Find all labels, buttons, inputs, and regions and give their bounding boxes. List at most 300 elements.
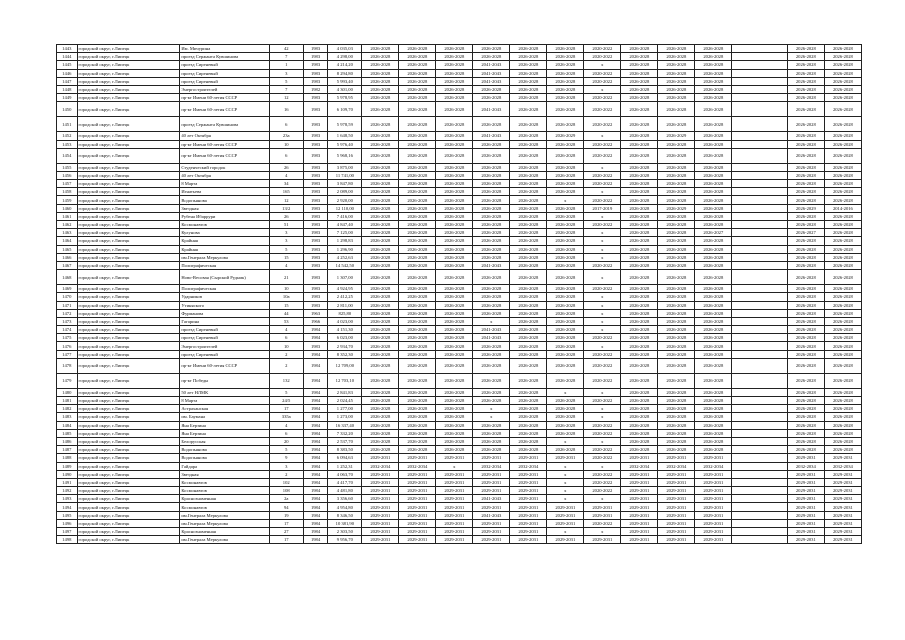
cell-area: 10 381,90 (328, 519, 362, 527)
cell-municipality: городской округ, г.Липецк (77, 495, 180, 503)
cell-term-8: 2026-2028 (621, 53, 658, 61)
cell-term-8: 2026-2028 (621, 373, 658, 388)
housing-register-table (56, 44, 862, 544)
cell-street: Утиняского (180, 301, 269, 309)
cell-term-12: 2026-2028 (824, 437, 861, 445)
cell-build-year: 1984 (303, 388, 328, 396)
cell-term-12: 2026-2028 (824, 421, 861, 429)
cell-term-2: 2026-2028 (399, 270, 436, 285)
cell-term-8: 2026-2028 (621, 212, 658, 220)
cell-row-number: 1468 (57, 270, 78, 285)
cell-blank (732, 94, 788, 102)
cell-area: 5 976,40 (328, 140, 362, 148)
cell-term-9: 2026-2028 (658, 85, 695, 93)
cell-blank (732, 528, 788, 536)
cell-house-number: 5 (269, 245, 303, 253)
cell-term-6: 2026-2028 (547, 180, 584, 188)
cell-term-3: 2029-2031 (436, 487, 473, 495)
cell-term-4: 2029-2031 (473, 503, 510, 511)
cell-term-6: x (547, 437, 584, 445)
cell-street: Игнатьева (180, 188, 269, 196)
cell-term-11: 2026-2028 (787, 373, 824, 388)
cell-area: 3 875,00 (328, 163, 362, 171)
cell-term-6: 2026-2028 (547, 221, 584, 229)
cell-term-5: 2026-2028 (510, 309, 547, 317)
cell-term-9: 2026-2028 (658, 53, 695, 61)
cell-term-5: 2026-2028 (510, 301, 547, 309)
cell-term-3: 2026-2028 (436, 446, 473, 454)
cell-blank (732, 413, 788, 421)
cell-municipality: городской округ, г.Липецк (77, 470, 180, 478)
cell-term-1: 2026-2028 (362, 405, 399, 413)
cell-term-5: 2029-2031 (510, 511, 547, 519)
cell-term-12: 2029-2031 (824, 454, 861, 462)
cell-street: проезд Сержанта Кувшинова (180, 117, 269, 132)
cell-term-10: 2026-2028 (695, 77, 732, 85)
cell-term-9: 2026-2028 (658, 358, 695, 373)
cell-term-3: 2029-2031 (436, 519, 473, 527)
cell-area: 8 383,50 (328, 446, 362, 454)
cell-municipality: городской округ, г.Липецк (77, 196, 180, 204)
cell-term-8: 2026-2028 (621, 405, 658, 413)
cell-term-11: 2026-2028 (787, 253, 824, 261)
cell-term-8: 2026-2028 (621, 117, 658, 132)
table-row (57, 495, 862, 503)
cell-term-3: 2026-2028 (436, 132, 473, 140)
cell-term-7: x (584, 212, 621, 220)
cell-term-5: 2026-2028 (510, 180, 547, 188)
cell-term-9: 2026-2028 (658, 163, 695, 171)
cell-term-4: 2041-2043 (473, 334, 510, 342)
cell-row-number: 1477 (57, 350, 78, 358)
cell-term-3: 2026-2028 (436, 77, 473, 85)
cell-term-7: 2029-2031 (584, 511, 621, 519)
cell-term-10: 2026-2028 (695, 245, 732, 253)
cell-term-1: 2026-2028 (362, 317, 399, 325)
cell-build-year: 1983 (303, 204, 328, 212)
cell-term-12: 2026-2028 (824, 229, 861, 237)
cell-term-10: 2026-2028 (695, 212, 732, 220)
table-row (57, 61, 862, 69)
cell-term-4: 2026-2028 (473, 163, 510, 171)
table-row (57, 397, 862, 405)
cell-term-2: 2026-2028 (399, 388, 436, 396)
cell-house-number: 24/5 (269, 397, 303, 405)
cell-term-10: 2026-2028 (695, 196, 732, 204)
cell-build-year: 1963 (303, 309, 328, 317)
cell-municipality: городской округ, г.Липецк (77, 528, 180, 536)
cell-term-11: 2026-2028 (787, 285, 824, 293)
cell-term-5: 2026-2028 (510, 261, 547, 269)
cell-term-8: 2026-2028 (621, 204, 658, 212)
cell-blank (732, 342, 788, 350)
cell-term-8: 2026-2028 (621, 326, 658, 334)
cell-term-1: 2026-2028 (362, 350, 399, 358)
cell-area: 4 151,30 (328, 326, 362, 334)
table-row (57, 342, 862, 350)
cell-term-6: 2026-2028 (547, 342, 584, 350)
cell-term-3: 2026-2028 (436, 69, 473, 77)
cell-term-9: 2026-2028 (658, 285, 695, 293)
cell-term-12: 2026-2028 (824, 85, 861, 93)
cell-municipality: городской округ, г.Липецк (77, 519, 180, 527)
cell-term-1: 2029-2031 (362, 528, 399, 536)
cell-row-number: 1475 (57, 334, 78, 342)
cell-build-year: 1984 (303, 429, 328, 437)
cell-term-1: 2026-2028 (362, 245, 399, 253)
cell-term-3: 2029-2031 (436, 528, 473, 536)
cell-term-7: x (584, 326, 621, 334)
cell-blank (732, 285, 788, 293)
cell-blank (732, 358, 788, 373)
cell-term-4: 2026-2028 (473, 388, 510, 396)
cell-term-4: 2026-2028 (473, 446, 510, 454)
cell-blank (732, 454, 788, 462)
cell-term-7: x (584, 293, 621, 301)
cell-term-6: 2026-2028 (547, 397, 584, 405)
cell-term-2: 2026-2028 (399, 285, 436, 293)
cell-term-4: 2026-2028 (473, 229, 510, 237)
cell-blank (732, 487, 788, 495)
cell-municipality: городской округ, г.Липецк (77, 229, 180, 237)
table-row (57, 102, 862, 117)
cell-house-number: 53 (269, 317, 303, 325)
table-row (57, 212, 862, 220)
cell-build-year: 1984 (303, 334, 328, 342)
cell-term-11: 2026-2028 (787, 212, 824, 220)
cell-municipality: городской округ, г.Липецк (77, 204, 180, 212)
cell-municipality: городской округ, г.Липецк (77, 270, 180, 285)
cell-row-number: 1478 (57, 358, 78, 373)
cell-term-5: 2026-2028 (510, 358, 547, 373)
cell-term-1: 2026-2028 (362, 326, 399, 334)
cell-term-10: 2026-2028 (695, 317, 732, 325)
cell-term-3: x (436, 462, 473, 470)
cell-term-11: 2029-2031 (787, 503, 824, 511)
cell-term-9: 2026-2028 (658, 229, 695, 237)
cell-term-7: 2020-2022 (584, 478, 621, 486)
cell-term-9: 2026-2028 (658, 261, 695, 269)
cell-term-6: 2026-2028 (547, 270, 584, 285)
cell-blank (732, 317, 788, 325)
cell-municipality: городской округ, г.Липецк (77, 77, 180, 85)
cell-term-2: 2026-2028 (399, 204, 436, 212)
cell-term-4: 2026-2028 (473, 342, 510, 350)
cell-term-12: 2026-2028 (824, 301, 861, 309)
cell-area: 6 094,63 (328, 454, 362, 462)
cell-term-2: 2029-2031 (399, 511, 436, 519)
cell-term-6: 2026-2028 (547, 421, 584, 429)
cell-term-6: x (547, 478, 584, 486)
cell-street: Крайняя (180, 237, 269, 245)
cell-term-3: 2026-2028 (436, 148, 473, 163)
cell-build-year: 1983 (303, 188, 328, 196)
cell-term-2: 2026-2028 (399, 405, 436, 413)
cell-term-2: 2029-2031 (399, 478, 436, 486)
cell-term-8: 2026-2028 (621, 221, 658, 229)
cell-street: 8 Марта (180, 397, 269, 405)
cell-street: пр-кт Имени 60-летия СССР (180, 94, 269, 102)
cell-term-6: 2029-2031 (547, 536, 584, 544)
cell-row-number: 1447 (57, 77, 78, 85)
cell-term-10: 2026-2028 (695, 94, 732, 102)
cell-term-5: 2026-2028 (510, 171, 547, 179)
cell-row-number: 1451 (57, 117, 78, 132)
cell-term-7: 2020-2022 (584, 196, 621, 204)
cell-term-9: 2026-2028 (658, 301, 695, 309)
cell-row-number: 1497 (57, 528, 78, 536)
cell-build-year: 1984 (303, 421, 328, 429)
cell-term-3: 2026-2028 (436, 61, 473, 69)
cell-term-6: 2026-2028 (547, 85, 584, 93)
cell-term-5: 2029-2031 (510, 454, 547, 462)
cell-term-10: 2029-2031 (695, 470, 732, 478)
cell-street: Краснознаменная (180, 495, 269, 503)
cell-house-number: 6 (269, 429, 303, 437)
cell-term-3: 2026-2028 (436, 285, 473, 293)
cell-term-4: 2026-2028 (473, 285, 510, 293)
cell-term-5: 2026-2028 (510, 77, 547, 85)
cell-build-year: 1983 (303, 117, 328, 132)
cell-blank (732, 405, 788, 413)
cell-term-6: x (547, 487, 584, 495)
cell-term-10: 2026-2028 (695, 188, 732, 196)
cell-municipality: городской округ, г.Липецк (77, 309, 180, 317)
cell-blank (732, 204, 788, 212)
cell-term-7: 2020-2022 (584, 358, 621, 373)
cell-term-1: 2026-2028 (362, 342, 399, 350)
cell-area: 4 214,20 (328, 61, 362, 69)
cell-term-7: 2020-2022 (584, 421, 621, 429)
cell-area: 1 277,00 (328, 405, 362, 413)
cell-term-10: 2026-2028 (695, 85, 732, 93)
cell-row-number: 1459 (57, 196, 78, 204)
cell-term-7: 2020-2022 (584, 140, 621, 148)
cell-municipality: городской округ, г.Липецк (77, 421, 180, 429)
cell-term-7: x (584, 342, 621, 350)
cell-area: 3 356,60 (328, 495, 362, 503)
cell-term-7: x (584, 405, 621, 413)
cell-term-8: 2026-2028 (621, 429, 658, 437)
cell-row-number: 1494 (57, 503, 78, 511)
cell-term-8: 2026-2028 (621, 253, 658, 261)
cell-term-4: 2026-2028 (473, 309, 510, 317)
cell-term-2: 2026-2028 (399, 163, 436, 171)
cell-row-number: 1461 (57, 212, 78, 220)
table-row (57, 536, 862, 544)
cell-build-year: 1984 (303, 350, 328, 358)
cell-term-8: 2026-2028 (621, 446, 658, 454)
cell-area: 5 978,95 (328, 94, 362, 102)
cell-term-10: 2026-2028 (695, 309, 732, 317)
cell-area: 6 023,00 (328, 334, 362, 342)
cell-municipality: городской округ, г.Липецк (77, 245, 180, 253)
cell-municipality: городской округ, г.Липецк (77, 317, 180, 325)
cell-term-7: x (584, 163, 621, 171)
cell-blank (732, 519, 788, 527)
cell-term-2: 2026-2028 (399, 196, 436, 204)
cell-term-8: 2026-2028 (621, 437, 658, 445)
cell-term-2: 2026-2028 (399, 421, 436, 429)
cell-blank (732, 117, 788, 132)
cell-term-10: 2026-2028 (695, 293, 732, 301)
cell-term-2: 2029-2031 (399, 454, 436, 462)
cell-term-3: 2026-2028 (436, 388, 473, 396)
cell-term-11: 2029-2031 (787, 487, 824, 495)
cell-term-7: 2020-2022 (584, 454, 621, 462)
cell-municipality: городской округ, г.Липецк (77, 388, 180, 396)
cell-term-11: 2026-2028 (787, 77, 824, 85)
cell-term-12: 2026-2028 (824, 148, 861, 163)
cell-term-2: 2026-2028 (399, 373, 436, 388)
table-row (57, 45, 862, 53)
cell-term-2: 2026-2028 (399, 261, 436, 269)
cell-term-3: 2029-2031 (436, 511, 473, 519)
cell-street: Яна Берзина (180, 421, 269, 429)
cell-area: 9 956,70 (328, 536, 362, 544)
cell-term-9: 2026-2028 (658, 148, 695, 163)
table-row (57, 437, 862, 445)
cell-house-number: 51 (269, 221, 303, 229)
cell-term-8: 2026-2028 (621, 270, 658, 285)
cell-term-8: 2029-2031 (621, 478, 658, 486)
cell-area: 3 847,80 (328, 180, 362, 188)
cell-term-5: 2026-2028 (510, 94, 547, 102)
cell-term-1: 2026-2028 (362, 171, 399, 179)
cell-term-7: x (584, 245, 621, 253)
table-row (57, 204, 862, 212)
cell-term-2: 2029-2031 (399, 495, 436, 503)
cell-blank (732, 536, 788, 544)
cell-term-5: 2026-2028 (510, 188, 547, 196)
cell-term-10: 2029-2031 (695, 519, 732, 527)
cell-municipality: городской округ, г.Липецк (77, 413, 180, 421)
cell-term-4: 2041-2043 (473, 511, 510, 519)
cell-house-number: 10 (269, 140, 303, 148)
cell-area: 2 089,00 (328, 188, 362, 196)
cell-municipality: городской округ, г.Липецк (77, 212, 180, 220)
cell-term-6: 2026-2028 (547, 285, 584, 293)
cell-term-7: x (584, 253, 621, 261)
cell-term-5: 2029-2031 (510, 495, 547, 503)
cell-blank (732, 503, 788, 511)
cell-row-number: 1472 (57, 309, 78, 317)
cell-term-1: 2026-2028 (362, 334, 399, 342)
cell-term-1: 2026-2028 (362, 102, 399, 117)
cell-term-1: 2026-2028 (362, 429, 399, 437)
cell-term-12: 2026-2028 (824, 350, 861, 358)
cell-street: Космонавтов (180, 503, 269, 511)
cell-term-6: 2026-2028 (547, 53, 584, 61)
cell-term-9: 2026-2028 (658, 61, 695, 69)
cell-municipality: городской округ, г.Липецк (77, 405, 180, 413)
cell-term-10: 2026-2028 (695, 342, 732, 350)
cell-term-8: 2026-2028 (621, 102, 658, 117)
cell-term-4: 2029-2031 (473, 470, 510, 478)
cell-term-11: 2026-2028 (787, 342, 824, 350)
cell-term-5: 2026-2028 (510, 229, 547, 237)
cell-term-9: 2029-2031 (658, 511, 695, 519)
cell-row-number: 1462 (57, 221, 78, 229)
cell-house-number: 12 (269, 196, 303, 204)
cell-term-10: 2026-2028 (695, 413, 732, 421)
cell-term-2: 2026-2028 (399, 245, 436, 253)
cell-term-1: 2026-2028 (362, 94, 399, 102)
cell-term-5: 2026-2028 (510, 85, 547, 93)
cell-term-10: 2026-2028 (695, 358, 732, 373)
cell-term-3: 2026-2028 (436, 358, 473, 373)
cell-term-3: 2026-2028 (436, 229, 473, 237)
cell-term-8: 2026-2028 (621, 180, 658, 188)
cell-term-6: 2026-2028 (547, 405, 584, 413)
cell-area: 4 924,95 (328, 285, 362, 293)
cell-term-2: 2026-2028 (399, 350, 436, 358)
cell-street: Космонавтов (180, 487, 269, 495)
cell-street: Яна Берзина (180, 429, 269, 437)
cell-term-9: 2026-2028 (658, 397, 695, 405)
cell-term-11: 2026-2028 (787, 421, 824, 429)
cell-term-9: 2026-2028 (658, 117, 695, 132)
cell-term-12: 2029-2031 (824, 470, 861, 478)
cell-area: 4 298,00 (328, 53, 362, 61)
cell-term-6: 2026-2028 (547, 61, 584, 69)
cell-term-7: 2020-2022 (584, 429, 621, 437)
cell-term-12: 2026-2028 (824, 140, 861, 148)
cell-row-number: 1464 (57, 237, 78, 245)
cell-area: 12 709,00 (328, 358, 362, 373)
cell-street: Гагарина (180, 317, 269, 325)
cell-blank (732, 334, 788, 342)
cell-street: им.Генерала Меркулова (180, 536, 269, 544)
cell-house-number: 6 (269, 117, 303, 132)
cell-term-4: 2026-2028 (473, 148, 510, 163)
cell-term-2: 2026-2028 (399, 188, 436, 196)
cell-house-number: 34 (269, 180, 303, 188)
cell-term-5: 2029-2031 (510, 503, 547, 511)
cell-house-number: 17 (269, 536, 303, 544)
cell-municipality: городской округ, г.Липецк (77, 511, 180, 519)
cell-row-number: 1487 (57, 446, 78, 454)
cell-area: 825,80 (328, 309, 362, 317)
cell-street: Кулунова (180, 229, 269, 237)
cell-term-7: x (584, 61, 621, 69)
cell-term-12: 2026-2028 (824, 261, 861, 269)
cell-row-number: 1474 (57, 326, 78, 334)
cell-term-2: 2029-2031 (399, 528, 436, 536)
table-row (57, 69, 862, 77)
cell-house-number: 6 (269, 148, 303, 163)
cell-term-2: 2029-2031 (399, 470, 436, 478)
cell-term-9: 2026-2028 (658, 405, 695, 413)
cell-area: 2 537,70 (328, 437, 362, 445)
cell-term-4: 2026-2028 (473, 350, 510, 358)
cell-term-1: 2029-2031 (362, 536, 399, 544)
cell-municipality: городской округ, г.Липецк (77, 140, 180, 148)
cell-term-1: 2026-2028 (362, 229, 399, 237)
cell-area: 1 273,00 (328, 413, 362, 421)
cell-municipality: городской округ, г.Липецк (77, 326, 180, 334)
cell-term-8: 2026-2028 (621, 77, 658, 85)
cell-term-8: 2032-2034 (621, 462, 658, 470)
table-row (57, 237, 862, 245)
cell-municipality: городской округ, г.Липецк (77, 253, 180, 261)
cell-term-10: 2026-2028 (695, 285, 732, 293)
cell-term-9: 2026-2028 (658, 171, 695, 179)
cell-term-3: 2026-2028 (436, 405, 473, 413)
cell-build-year: 1984 (303, 405, 328, 413)
cell-build-year: 1983 (303, 94, 328, 102)
cell-house-number: 27 (269, 528, 303, 536)
